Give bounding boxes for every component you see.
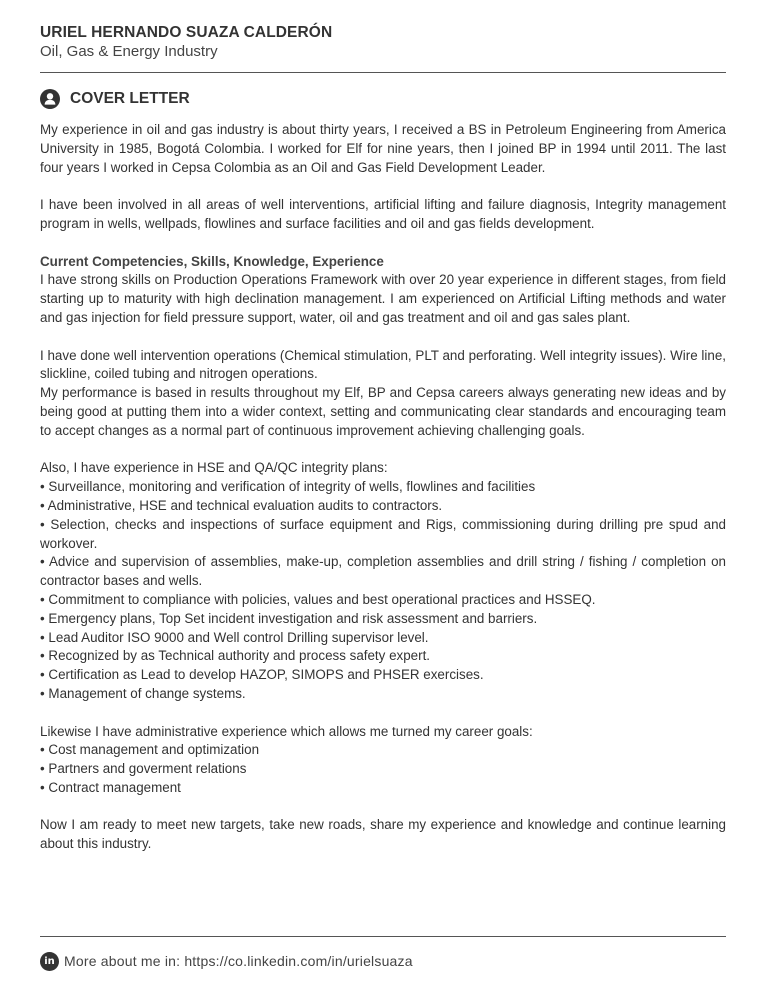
list-item: • Emergency plans, Top Set incident investigation and risk assessment and barriers. <box>40 610 538 626</box>
list-item: • Lead Auditor ISO 9000 and Well control Drilling supervisor level. <box>40 629 429 645</box>
linkedin-icon: in <box>40 952 59 971</box>
list-item: • Advice and supervision of assemblies, make-up, completion assemblies and drill string / fishing / completion on contractor bases and wells. <box>40 554 726 589</box>
paragraph-involvement: I have been involved in all areas of well interventions, artificial lifting and failure diagnosis, Integrity management program in wells, wellpads, flowlines and surface facilities and oil and gas fields development. <box>40 197 726 231</box>
header-divider <box>40 72 726 73</box>
list-item: • Contract management <box>40 779 181 795</box>
list-item: • Selection, checks and inspections of surface equipment and Rigs, commissioning during drilling pre spud and workover. <box>40 516 726 551</box>
paragraph-background: My experience in oil and gas industry is about thirty years, I received a BS in Petroleum Engineering from America University in 1985, Bogotá Colombia. I worked for Elf for nine years, then I joined BP in 1994 until 2011. The last four years I worked in Cepsa Colombia as an Oil and Gas Field Development Leader. <box>40 122 726 175</box>
admin-intro: Likewise I have administrative experience which allows me turned my career goals: <box>40 723 533 739</box>
list-item: • Administrative, HSE and technical evaluation audits to contractors. <box>40 497 443 513</box>
list-item: • Certification as Lead to develop HAZOP, SIMOPS and PHSER exercises. <box>40 667 484 683</box>
section-title: COVER LETTER <box>70 90 190 107</box>
list-item: • Management of change systems. <box>40 685 246 701</box>
list-item: • Partners and goverment relations <box>40 761 247 777</box>
cover-letter-body <box>40 121 726 854</box>
paragraph-skills: I have strong skills on Production Operations Framework with over 20 year experience in different stages, from field starting up to maturity with high declination management. I am experienced on Artificial Lifting methods and water and gas injection for field pressure support, water, oil and gas treatment and oil and gas sales plant. <box>40 272 726 325</box>
list-item: • Cost management and optimization <box>40 742 260 758</box>
candidate-subtitle: Oil, Gas & Energy Industry <box>40 43 218 60</box>
person-icon <box>40 89 60 109</box>
paragraph-performance: My performance is based in results throughout my Elf, BP and Cepsa careers always generating new ideas and by being good at putting them into a wider context, setting and communicating clear standards and encouraging team to accept changes as a normal part of continuous improvement achieving challenging goals. <box>40 385 726 438</box>
list-item: • Surveillance, monitoring and verification of integrity of wells, flowlines and facilities <box>40 479 536 495</box>
footer <box>40 951 413 971</box>
candidate-name: URIEL HERNANDO SUAZA CALDERÓN <box>40 24 333 41</box>
hse-intro: Also, I have experience in HSE and QA/QC integrity plans: <box>40 460 388 476</box>
section-header <box>40 88 190 110</box>
list-item: • Recognized by as Technical authority and process safety expert. <box>40 648 431 664</box>
competencies-heading: Current Competencies, Skills, Knowledge, Experience <box>40 253 384 269</box>
paragraph-closing: Now I am ready to meet new targets, take new roads, share my experience and knowledge and continue learning about this industry. <box>40 817 726 852</box>
list-item: • Commitment to compliance with policies, values and best operational practices and HSSEQ. <box>40 591 596 607</box>
paragraph-interventions: I have done well intervention operations (Chemical stimulation, PLT and perforating. Well integrity issues). Wire line, slickline, coiled tubing and nitrogen operations. <box>40 347 726 382</box>
linkedin-link[interactable]: More about me in: https://co.linkedin.com/in/urielsuaza <box>64 953 413 969</box>
footer-divider <box>40 936 726 937</box>
